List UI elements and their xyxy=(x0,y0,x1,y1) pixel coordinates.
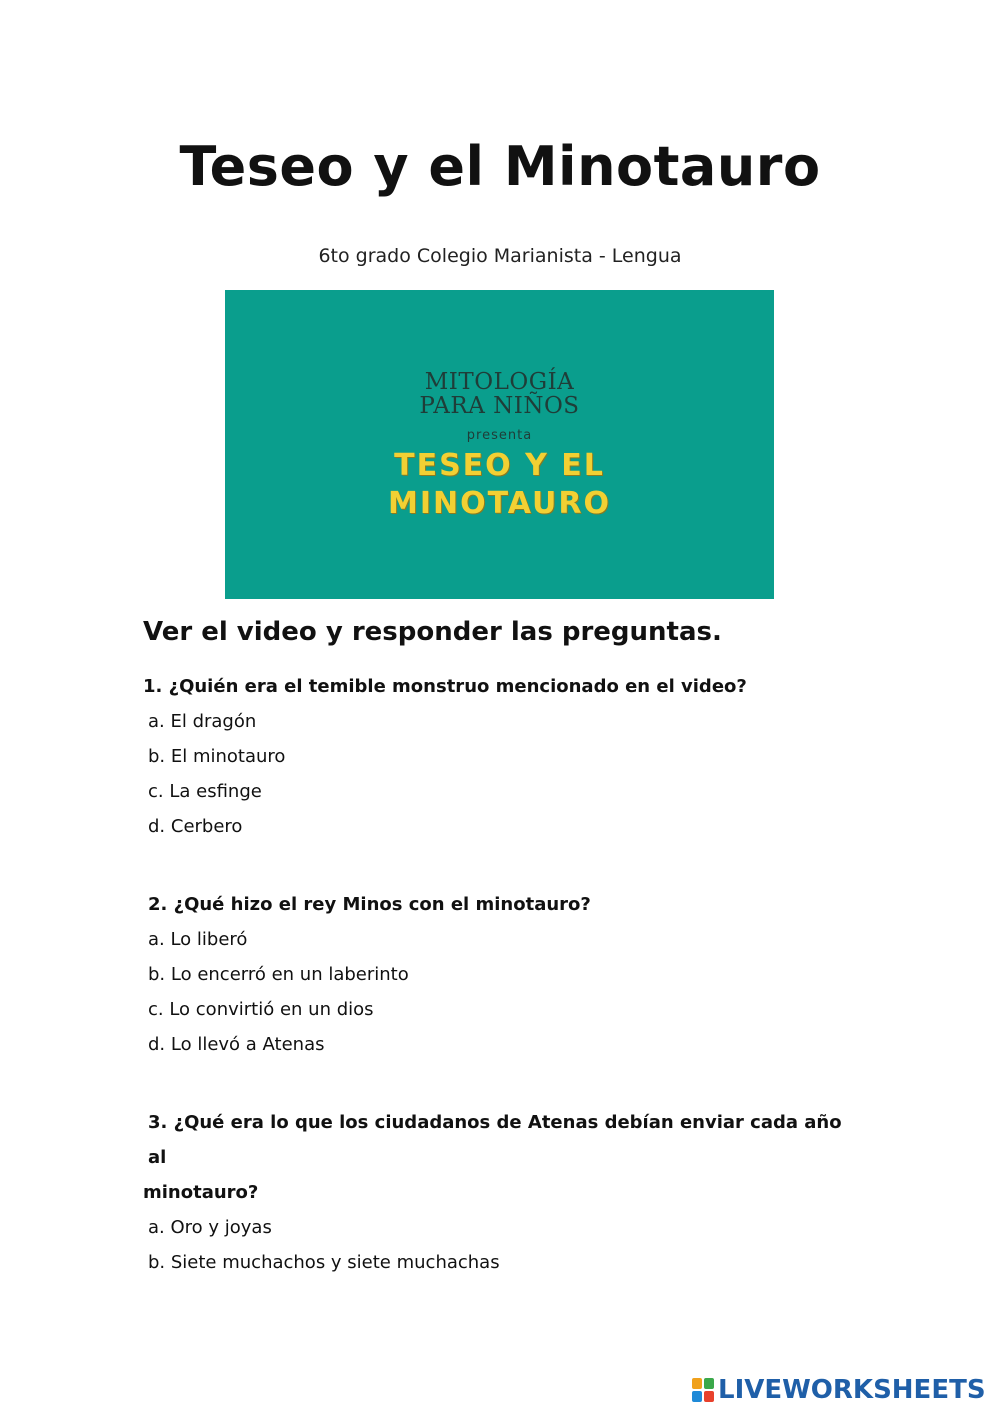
video-title-line1: TESEO Y EL xyxy=(394,448,605,483)
question-text: 1. ¿Quién era el temible monstruo mencionado en el video? xyxy=(143,676,747,697)
answer-option[interactable]: c. Lo convirtió en un dios xyxy=(148,999,374,1020)
instructions-heading: Ver el video y responder las preguntas. xyxy=(143,617,722,647)
liveworksheets-logo[interactable] xyxy=(692,1374,986,1406)
page-subtitle: 6to grado Colegio Marianista - Lengua xyxy=(318,245,682,267)
logo-square-l xyxy=(692,1378,702,1389)
answer-option[interactable]: a. Oro y joyas xyxy=(148,1217,272,1238)
question-text-line2: minotauro? xyxy=(143,1182,259,1203)
answer-option[interactable]: d. Cerbero xyxy=(148,816,243,837)
question-3 xyxy=(143,1105,843,1280)
video-presenta: presenta xyxy=(466,428,533,443)
answer-option[interactable]: d. Lo llevó a Atenas xyxy=(148,1034,325,1055)
answer-option[interactable]: b. Siete muchachos y siete muchachas xyxy=(148,1252,500,1273)
video-series-line1: MITOLOGÍA xyxy=(424,369,575,395)
page-title: Teseo y el Minotauro xyxy=(179,135,821,198)
question-2 xyxy=(143,887,843,1062)
question-text-line1: 3. ¿Qué era lo que los ciudadanos de Atenas debían enviar cada año al xyxy=(148,1112,842,1168)
answer-option[interactable]: a. El dragón xyxy=(148,711,257,732)
liveworksheets-logo-icon xyxy=(692,1378,714,1402)
logo-square-e xyxy=(704,1391,714,1402)
answer-option[interactable]: c. La esfinge xyxy=(148,781,262,802)
logo-text: LIVEWORKSHEETS xyxy=(718,1375,986,1405)
question-text: 2. ¿Qué hizo el rey Minos con el minotauro? xyxy=(148,894,591,915)
question-1 xyxy=(143,669,843,844)
answer-option[interactable]: b. El minotauro xyxy=(148,746,286,767)
video-thumbnail[interactable] xyxy=(225,290,774,599)
logo-square-i xyxy=(704,1378,714,1389)
logo-square-v xyxy=(692,1391,702,1402)
answer-option[interactable]: b. Lo encerró en un laberinto xyxy=(148,964,409,985)
video-title-line2: MINOTAURO xyxy=(387,486,612,521)
answer-option[interactable]: a. Lo liberó xyxy=(148,929,248,950)
video-series-line2: PARA NIÑOS xyxy=(419,393,580,419)
